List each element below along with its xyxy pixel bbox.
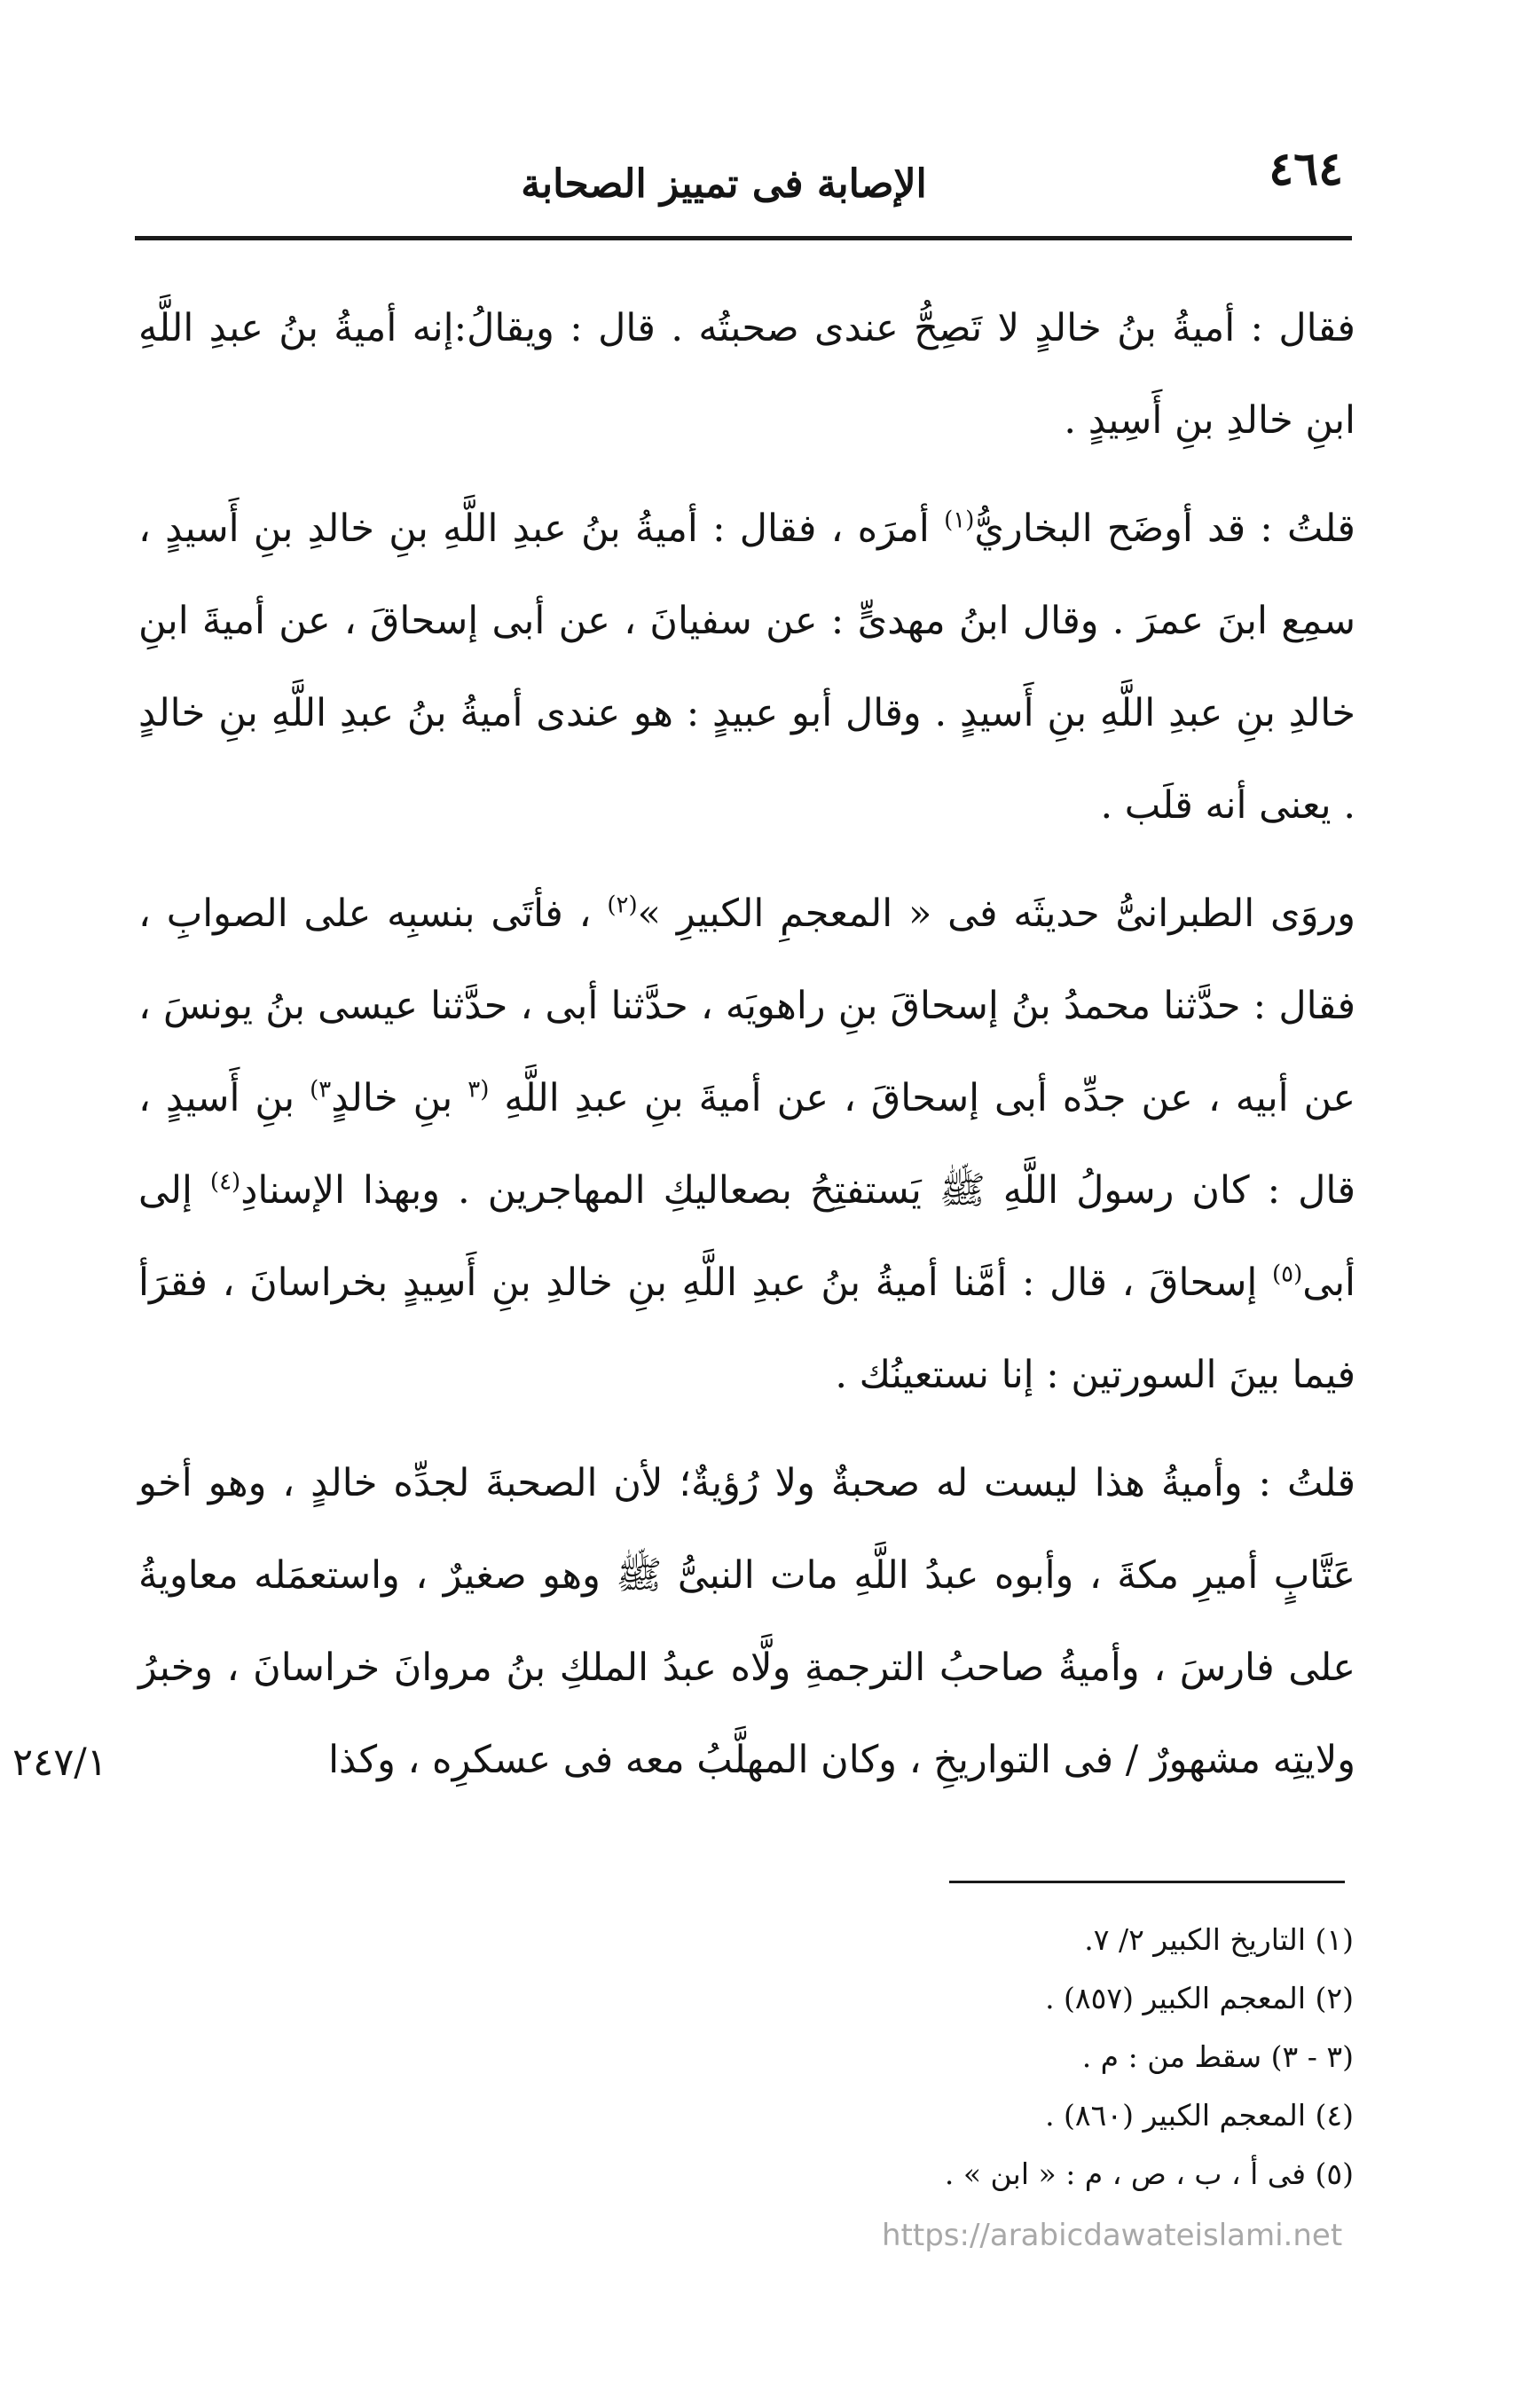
paragraph-4: قلتُ : وأميةُ هذا ليست له صحبةٌ ولا رُؤيةٌ؛ لأن الصحبةَ لجدِّه خالدٍ ، وهو أخو عَتَّابٍ أميرِ مكةَ ، وأبوه عبدُ اللَّهِ مات النبىُّ ﷺ وهو صغيرٌ ، واستعمَله معاويةُ على فارسَ ، وأميةُ صاحبُ الترجمةِ ولَّاه عبدُ الملكِ بنُ مروانَ خراسانَ ، وخبرُ ولايتِه مشهورٌ / فى التواريخِ ، وكان المهلَّبُ معه فى عسكرِه ، وكذا (138, 1461, 1355, 1782)
header-rule (135, 236, 1352, 240)
running-title: الإصابة فى تمييز الصحابة (521, 161, 927, 207)
paragraph-3-part-e: إلى أبى (138, 1168, 1355, 1305)
footnote-ref-5: (٥) (1271, 1261, 1303, 1288)
margin-volume-page-note: ٢٤٧/١ (12, 1740, 107, 1785)
footnote-ref-3-close: ٣) (310, 1076, 332, 1104)
paragraph-3-part-a: وروَى الطبرانىُّ حديثَه فى « المعجمِ الكبيرِ » (637, 892, 1355, 936)
watermark-url: https://arabicdawateislami.net (882, 2218, 1343, 2253)
main-text (138, 282, 1355, 1806)
page-number: ٤٦٤ (1269, 142, 1343, 196)
footnote-5: (٥) فى أ ، ب ، ص ، م : « ابن » . (944, 2157, 1354, 2191)
paragraph-2-part-b: أمرَه ، فقال : أميةُ بنُ عبدِ اللَّهِ بنِ خالدِ بنِ أَسيدٍ ، سمِع ابنَ عمرَ . وقال ابنُ مهدىٍّ : عن سفيانَ ، عن أبى إسحاقَ ، عن أميةَ ابنِ خالدِ بنِ عبدِ اللَّهِ بنِ أَسيدٍ . وقال أبو عبيدٍ : هو عندى أميةُ بنُ عبدِ اللَّهِ بنِ خالدٍ . يعنى أنه قلَب . (138, 507, 1355, 828)
paragraph-3-part-c: بنِ خالدٍ (331, 1076, 453, 1120)
footnote-ref-1: (١) (944, 507, 975, 534)
footnote-ref-3-open: (٣ (468, 1076, 490, 1104)
paragraph-3 (138, 868, 1355, 1421)
footnote-1: (١) التاريخ الكبير ٢/ ٧. (1084, 1922, 1354, 1957)
footnote-ref-2: (٢) (607, 892, 638, 919)
paragraph-3-part-f: إسحاقَ ، قال : أمَّنا أميةُ بنُ عبدِ اللَّهِ بنِ خالدِ بنِ أَسِيدٍ بخراسانَ ، فقرَأ فيما بينَ السورتين : إنا نستعينُك . (138, 1261, 1355, 1397)
paragraph-3-part-b: ، فأتَى بنسبِه على الصوابِ ، فقال : حدَّثنا محمدُ بنُ إسحاقَ بنِ راهويَه ، حدَّثنا أبى ، حدَّثنا عيسى بنُ يونسَ ، عن أبيه ، عن جدِّه أبى إسحاقَ ، عن أميةَ بنِ عبدِ اللَّهِ (138, 892, 1356, 1120)
paragraph-3-part-d: بنِ أَسيدٍ ، قال : كان رسولُ اللَّهِ ﷺ يَستفتِحُ بصعاليكِ المهاجرين . وبهذا الإسنادِ (138, 1076, 1356, 1213)
footnote-2: (٢) المعجم الكبير (٨٥٧) . (1045, 1981, 1354, 2015)
footnote-ref-4: (٤) (209, 1168, 241, 1196)
paragraph-1: فقال : أميةُ بنُ خالدٍ لا تَصِحُّ عندى صحبتُه . قال : ويقالُ:إنه أميةُ بنُ عبدِ اللَّهِ ابنِ خالدِ بنِ أَسِيدٍ . (138, 306, 1355, 443)
footnote-rule (949, 1881, 1345, 1883)
paragraph-2-part-a: قلتُ : قد أوضَح البخاريُّ (974, 507, 1355, 551)
paragraph-2 (138, 483, 1355, 852)
footnote-4: (٤) المعجم الكبير (٨٦٠) . (1045, 2098, 1354, 2133)
footnote-3: (٣ - ٣) سقط من : م . (1081, 2039, 1354, 2074)
footnotes (555, 1911, 1354, 2204)
